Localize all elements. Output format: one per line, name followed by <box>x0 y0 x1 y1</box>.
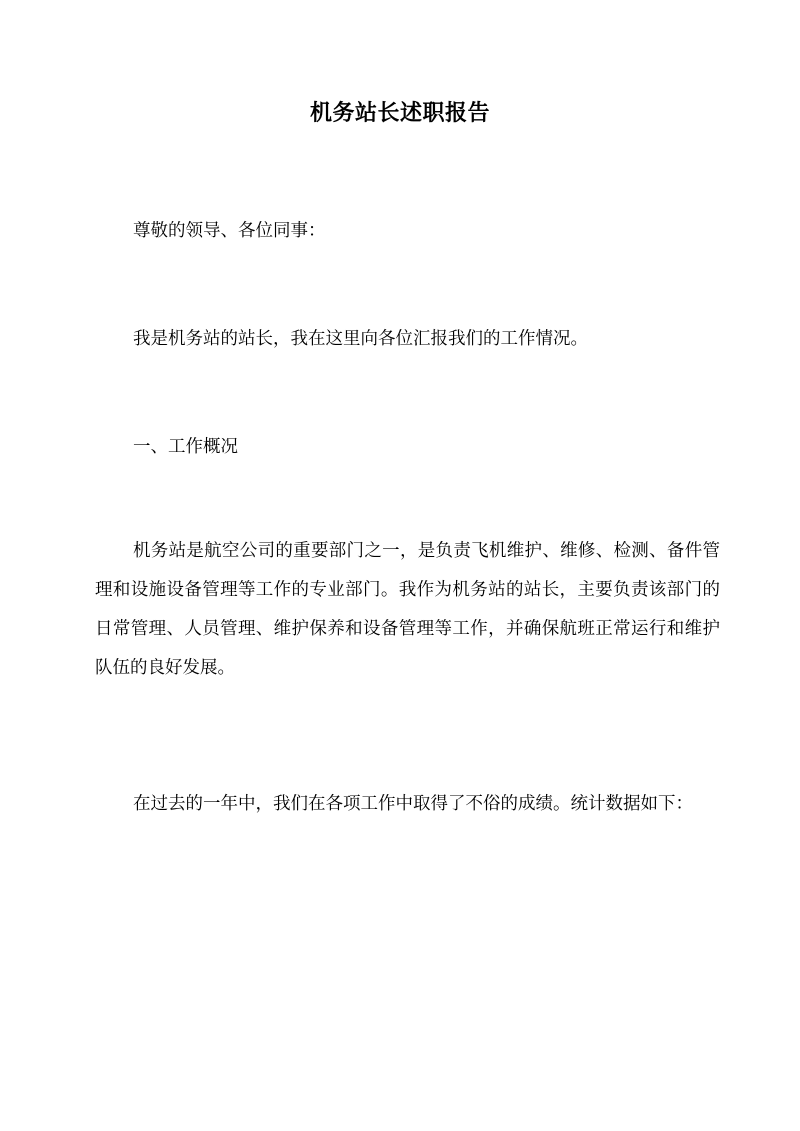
document-title: 机务站长述职报告 <box>309 100 490 126</box>
overview-paragraph: 机务站是航空公司的重要部门之一，是负责飞机维护、维修、检测、备件管理和设施设备管理等工作的专业部门。我作为机务站的站长，主要负责该部门的日常管理、人员管理、维护保养和设备管理等工作，并确保航班正常运行和维护队伍的良好发展。 <box>95 541 720 678</box>
salutation: 尊敬的领导、各位同事： <box>133 221 326 241</box>
section-heading-work-overview: 一、工作概况 <box>133 437 238 457</box>
statistics-intro-paragraph: 在过去的一年中，我们在各项工作中取得了不俗的成绩。统计数据如下： <box>133 794 693 814</box>
intro-paragraph: 我是机务站的站长，我在这里向各位汇报我们的工作情况。 <box>133 329 588 349</box>
